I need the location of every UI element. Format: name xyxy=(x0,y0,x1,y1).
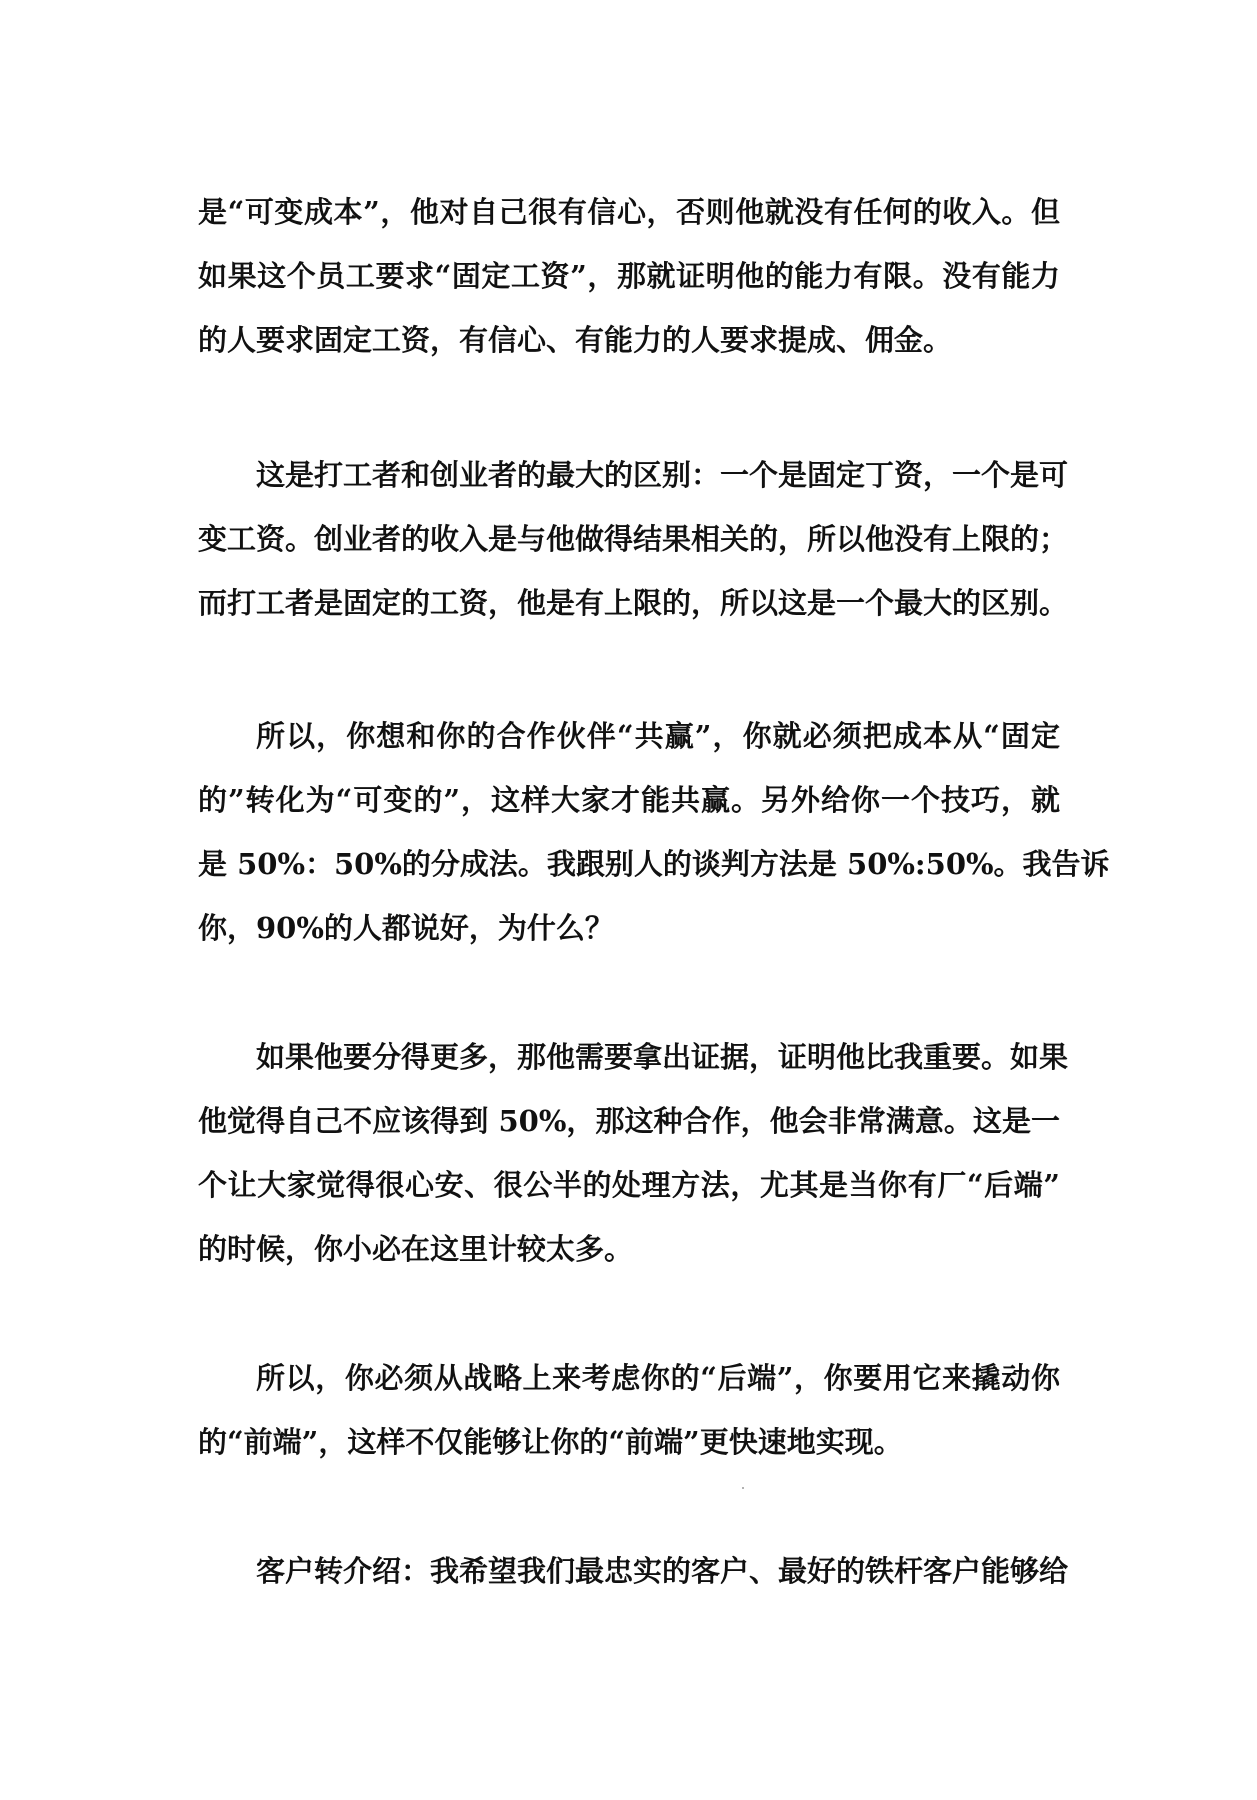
text-line: 是“可变成本”，他对自己很有信心，否则他就没有任何的收入。但 xyxy=(198,195,1060,229)
text-line: 所以，你想和你的合作伙伴“共赢”，你就必须把成本从“固定 xyxy=(256,719,1060,753)
paragraph-1 xyxy=(198,180,1060,372)
paragraph-5 xyxy=(198,1346,1060,1474)
text-line: 你，90%的人都说好，为什么？ xyxy=(198,911,614,945)
text-line: 的”转化为“可变的”，这样大家才能共赢。另外给你一个技巧，就 xyxy=(198,783,1060,817)
text-line: 客户转介绍：我希望我们最忠实的客户、最好的铁杆客户能够给 xyxy=(256,1554,1069,1588)
text-line: 他觉得自己不应该得到 50%，那这种合作，他会非常满意。这是一 xyxy=(198,1104,1060,1138)
text-line: 这是打工者和创业者的最大的区别：一个是固定丁资，一个是可 xyxy=(256,458,1069,492)
text-line: 个让大家觉得很心安、很公半的处理方法，尤其是当你有厂“后端” xyxy=(198,1168,1060,1202)
text-line: 的“前端”，这样不仅能够让你的“前端”更快速地实现。 xyxy=(198,1425,903,1459)
paragraph-2 xyxy=(198,443,1069,635)
scan-speck xyxy=(742,1487,744,1489)
paragraph-4 xyxy=(198,1025,1069,1281)
text-line: 的人要求固定工资，有信心、有能力的人要求提成、佣金。 xyxy=(198,323,953,357)
text-line: 而打工者是固定的工资，他是有上限的，所以这是一个最大的区别。 xyxy=(198,586,1069,620)
text-line: 如果这个员工要求“固定工资”，那就证明他的能力有限。没有能力 xyxy=(198,259,1060,293)
paragraph-6 xyxy=(198,1539,1069,1603)
paragraph-3 xyxy=(198,704,1110,960)
text-line: 的时候，你小必在这里计较太多。 xyxy=(198,1232,634,1266)
text-line: 变工资。创业者的收入是与他做得结果相关的，所以他没有上限的； xyxy=(198,522,1069,556)
text-line: 是 50%：50%的分成法。我跟别人的谈判方法是 50%:50%。我告诉 xyxy=(198,847,1110,881)
text-line: 如果他要分得更多，那他需要拿出证据，证明他比我重要。如果 xyxy=(256,1040,1069,1074)
text-line: 所以，你必须从战略上来考虑你的“后端”，你要用它来撬动你 xyxy=(256,1361,1060,1395)
